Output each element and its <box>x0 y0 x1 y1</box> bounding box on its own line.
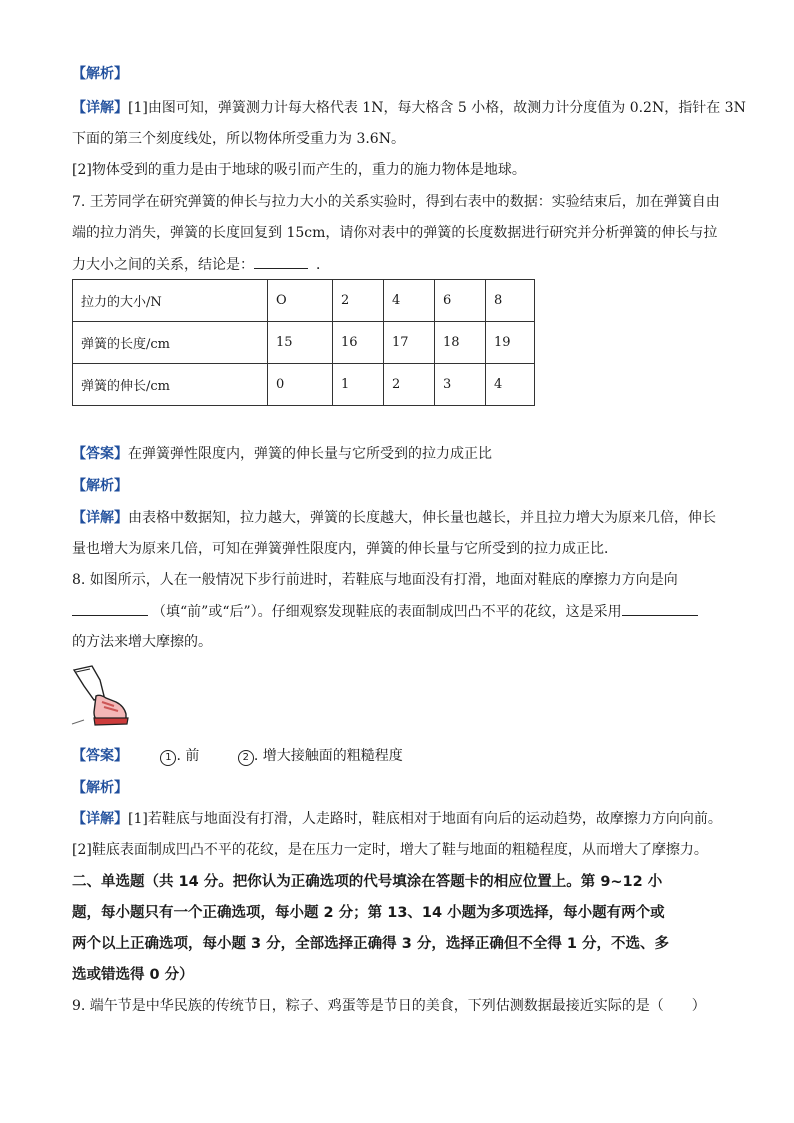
table-cell: 2 <box>384 364 435 406</box>
q8-detail-line1: 【详解】[1]若鞋底与地面没有打滑，人走路时，鞋底相对于地面有向后的运动趋势，故摩擦力方向向前。 <box>72 811 722 827</box>
q7-detail-line1: 【详解】由表格中数据知，拉力越大，弹簧的长度越大，伸长量也越长，并且拉力增大为原来几倍，伸长 <box>72 510 716 526</box>
table-cell: 4 <box>486 364 535 406</box>
table-row <box>73 280 535 322</box>
q6-detail-line1: 【详解】[1]由图可知，弹簧测力计每大格代表 1N，每大格含 5 小格，故测力计分度值为 0.2N，指针在 3N <box>72 100 746 116</box>
q8-question-line2: （填“前”或“后”）。仔细观察发现鞋底的表面制成凹凸不平的花纹，这是采用 <box>72 601 698 622</box>
table-cell: 弹簧的长度/cm <box>73 322 268 364</box>
table-cell: 1 <box>333 364 384 406</box>
q8-question-line3: 的方法来增大摩擦的。 <box>72 634 212 650</box>
shoe-illustration <box>70 660 132 730</box>
table-cell: 3 <box>435 364 486 406</box>
q7-data-table <box>72 279 535 406</box>
q7-answer-blank <box>254 254 308 269</box>
q8-detail-line2: [2]鞋底表面制成凹凸不平的花纹，是在压力一定时，增大了鞋与地面的粗糙程度，从而增大了摩擦力。 <box>72 842 708 858</box>
q7-question-line2: 端的拉力消失，弹簧的长度回复到 15cm，请你对表中的弹簧的长度数据进行研究并分析弹簧的伸长与拉 <box>72 225 718 241</box>
q7-question-line3: 力大小之间的关系，结论是： ． <box>72 254 330 275</box>
table-cell: 18 <box>435 322 486 364</box>
table-cell: 弹簧的伸长/cm <box>73 364 268 406</box>
q8-answer-blank-1 <box>72 601 148 616</box>
table-cell: 15 <box>268 322 333 364</box>
table-cell: 8 <box>486 280 535 322</box>
table-cell: 4 <box>384 280 435 322</box>
table-cell: O <box>268 280 333 322</box>
section-heading-line4: 选或错选得 0 分） <box>72 967 194 983</box>
table-cell: 16 <box>333 322 384 364</box>
section-heading-line3: 两个以上正确选项，每小题 3 分，全部选择正确得 3 分，选择正确但不全得 1 分，不选、多 <box>72 936 670 952</box>
q7-answer: 【答案】在弹簧弹性限度内，弹簧的伸长量与它所受到的拉力成正比 <box>72 446 492 462</box>
q9-question-line1: 9. 端午节是中华民族的传统节日，粽子、鸡蛋等是节日的美食，下列估测数据最接近实际的是（ ） <box>72 998 706 1014</box>
table-cell: 拉力的大小/N <box>73 280 268 322</box>
q6-detail-line2: 下面的第三个刻度线处，所以物体所受重力为 3.6N。 <box>72 131 405 147</box>
q8-analysis-label: 【解析】 <box>72 780 128 796</box>
q8-question-line1: 8. 如图所示，人在一般情况下步行前进时，若鞋底与地面没有打滑，地面对鞋底的摩擦力方向是向 <box>72 572 678 588</box>
table-cell: 2 <box>333 280 384 322</box>
q7-detail-line2: 量也增大为原来几倍，可知在弹簧弹性限度内，弹簧的伸长量与它所受到的拉力成正比． <box>72 541 618 557</box>
table-cell: 0 <box>268 364 333 406</box>
table-row <box>73 364 535 406</box>
circle-number-2: 2 <box>238 750 254 766</box>
q6-analysis-label: 【解析】 <box>72 66 128 82</box>
table-cell: 17 <box>384 322 435 364</box>
q6-detail-line3: [2]物体受到的重力是由于地球的吸引而产生的，重力的施力物体是地球。 <box>72 162 526 178</box>
q8-answer-blank-2 <box>622 601 698 616</box>
circle-number-1: 1 <box>160 750 176 766</box>
table-row <box>73 322 535 364</box>
q7-question-line1: 7. 王芳同学在研究弹簧的伸长与拉力大小的关系实验时，得到右表中的数据：实验结束后，加在弹簧自由 <box>72 194 720 210</box>
q8-answer: 【答案】 1 . 前 2 . 增大接触面的粗糙程度 <box>72 748 403 764</box>
section-heading-line1: 二、单选题（共 14 分。把你认为正确选项的代号填涂在答题卡的相应位置上。第 9~12 小 <box>72 874 663 890</box>
table-cell: 19 <box>486 322 535 364</box>
q7-analysis-label: 【解析】 <box>72 478 128 494</box>
section-heading-line2: 题，每小题只有一个正确选项，每小题 2 分；第 13、14 小题为多项选择，每小题有两个或 <box>72 905 665 921</box>
table-cell: 6 <box>435 280 486 322</box>
